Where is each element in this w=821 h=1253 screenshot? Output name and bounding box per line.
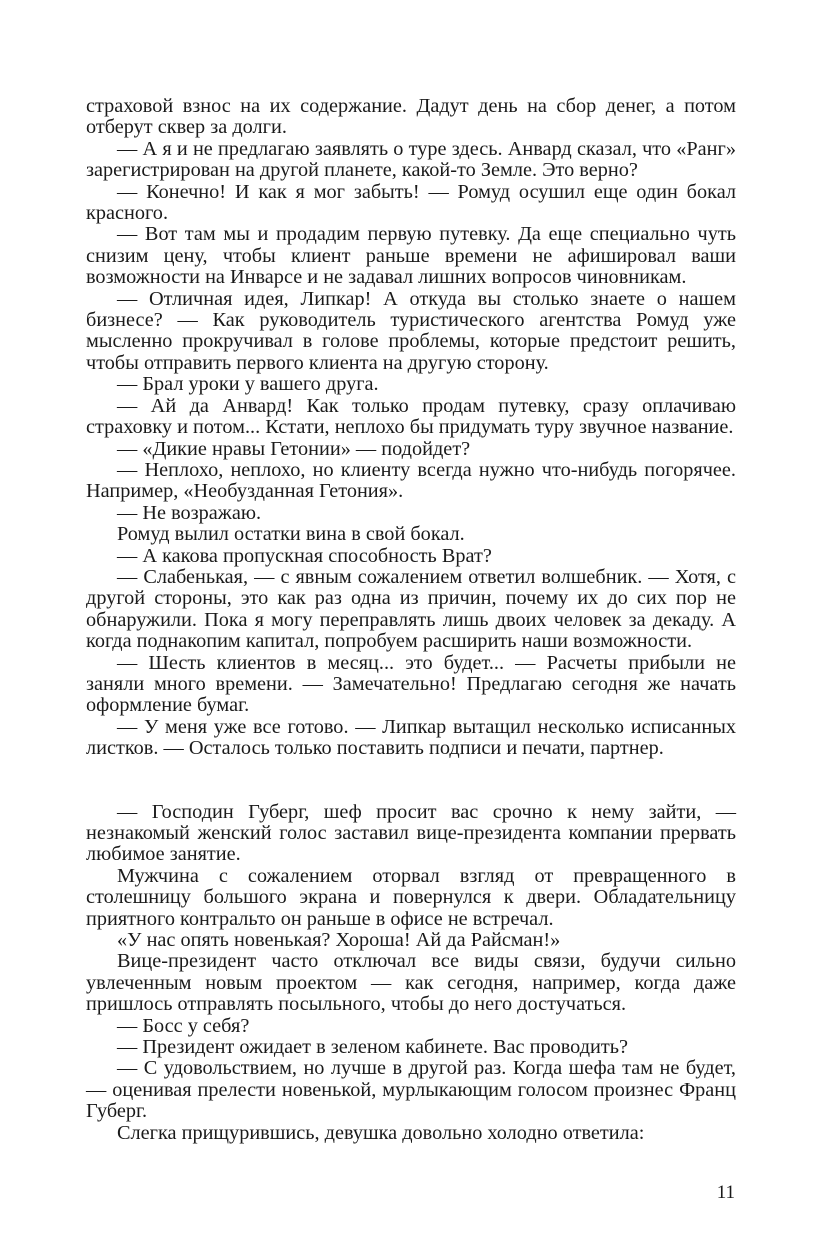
paragraph: — Ай да Анвард! Как только продам путевку, сразу оплачиваю страховку и потом... Кстати, неплохо бы придумать туру звучное название. xyxy=(86,394,736,439)
paragraph: — Босс у себя? xyxy=(117,1014,250,1037)
paragraph: — Не возражаю. xyxy=(117,501,262,524)
paragraph: — Шесть клиентов в месяц... это будет... — Расчеты прибыли не заняли много времени. — Замечательно! Предлагаю сегодня же начать оформление бумаг. xyxy=(86,651,736,717)
paragraph: — Вот там мы и продадим первую путевку. Да еще специально чуть снизим цену, чтобы клиент раньше времени не афишировал ваши возможности на Инварсе и не задавал лишних вопросов чиновникам. xyxy=(86,223,736,289)
page-body xyxy=(86,96,736,1144)
paragraph: «У нас опять новенькая? Хороша! Ай да Райсман!» xyxy=(117,929,561,952)
paragraph: — А какова пропускная способность Врат? xyxy=(117,544,492,567)
paragraph: страховой взнос на их содержание. Дадут день на сбор денег, а потом отберут сквер за долги. xyxy=(86,95,736,139)
paragraph: — Президент ожидает в зеленом кабинете. Вас проводить? xyxy=(117,1036,629,1059)
paragraph: — Неплохо, неплохо, но клиенту всегда нужно что-нибудь погорячее. Например, «Необузданная Гетония». xyxy=(86,458,736,503)
paragraph: — Брал уроки у вашего друга. xyxy=(117,373,379,396)
paragraph: Мужчина с сожалением оторвал взгляд от превращенного в столешницу большого экрана и повернулся к двери. Обладательницу приятного контральто он раньше в офисе не встречал. xyxy=(86,864,736,930)
paragraph: — А я и не предлагаю заявлять о туре здесь. Анвард сказал, что «Ранг» зарегистрирован на другой планете, какой-то Земле. Это верно? xyxy=(86,137,736,182)
page-number: 11 xyxy=(716,1182,735,1203)
paragraph: Вице-президент часто отключал все виды связи, будучи сильно увлеченным новым проектом — как сегодня, например, когда даже пришлось отправлять посыльного, чтобы до него достучаться. xyxy=(86,950,736,1016)
paragraph: — Конечно! И как я мог забыть! — Ромуд осушил еще один бокал красного. xyxy=(86,180,736,225)
paragraph: — Отличная идея, Липкар! А откуда вы столько знаете о нашем бизнесе? — Как руководитель туристического агентства Ромуд уже мысленно прокручивал в голове проблемы, которые предстоит решить, чтобы отправить первого клиента на другую сторону. xyxy=(86,287,736,374)
paragraph: — С удовольствием, но лучше в другой раз. Когда шефа там не будет, — оценивая прелести новенькой, мурлыкающим голосом произнес Франц Губерг. xyxy=(86,1057,736,1123)
paragraph: — «Дикие нравы Гетонии» — подойдет? xyxy=(117,437,471,460)
paragraph: — Слабенькая, — с явным сожалением ответил волшебник. — Хотя, с другой стороны, это как раз одна из причин, почему их до сих пор не обнаружили. Пока я могу переправлять лишь двоих человек за декаду. А когда поднакопим капитал, попробуем расширить наши возможности. xyxy=(86,565,736,653)
paragraph: Слегка прищурившись, девушка довольно холодно ответила: xyxy=(117,1121,645,1144)
paragraph: — Господин Губерг, шеф просит вас срочно к нему зайти, — незнакомый женский голос заставил вице-президента компании прервать любимое занятие. xyxy=(86,800,736,866)
paragraph: — У меня уже все готово. — Липкар вытащил несколько исписанных листков. — Осталось только поставить подписи и печати, партнер. xyxy=(86,715,736,760)
section-break xyxy=(86,760,736,802)
paragraph: Ромуд вылил остатки вина в свой бокал. xyxy=(117,523,465,546)
